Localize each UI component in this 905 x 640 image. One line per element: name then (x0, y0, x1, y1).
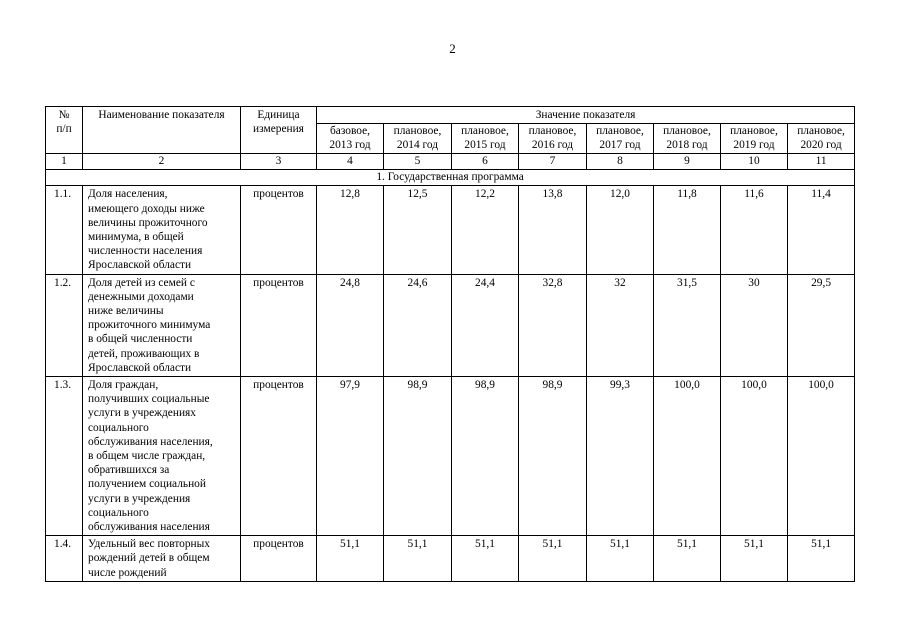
indicator-name-line: обслуживания населения, (88, 435, 213, 448)
row-value-4: 13,8 (519, 186, 587, 274)
header-value-group-text: Значение показателя (535, 109, 636, 121)
column-number: 3 (241, 154, 317, 170)
indicator-name-line: услуги в учреждения (88, 492, 191, 505)
indicator-name-line: прожиточного минимума (88, 319, 211, 332)
header-year-line: 2020 год (800, 138, 842, 151)
indicator-name-line: ниже величины (88, 305, 164, 318)
header-year-line: 2016 год (531, 138, 574, 151)
row-value-2: 12,5 (384, 186, 452, 274)
row-value-1: 97,9 (317, 377, 384, 536)
indicator-name-line: обратившихся за (88, 464, 170, 477)
header-number (46, 107, 83, 154)
column-number: 4 (317, 154, 384, 170)
row-value-7: 51,1 (721, 536, 788, 582)
indicator-name-line: имеющего доходы ниже (88, 202, 205, 215)
header-year-line: 2018 год (666, 138, 708, 151)
indicator-name-line: детей, проживающих в (88, 347, 200, 360)
header-year-line: 2019 год (733, 138, 775, 151)
header-year-7 (721, 124, 788, 154)
table-body (46, 170, 855, 581)
header-unit-line: измерения (253, 123, 304, 136)
row-value-2: 51,1 (384, 536, 452, 582)
row-value-3: 24,4 (452, 274, 519, 376)
row-value-1: 51,1 (317, 536, 384, 582)
row-value-3: 98,9 (452, 377, 519, 536)
indicator-name-line: минимума, в общей (88, 231, 184, 243)
indicator-name-line: числе рождений (88, 566, 167, 579)
row-value-6: 11,8 (654, 186, 721, 274)
row-value-4: 32,8 (519, 274, 587, 376)
column-number: 5 (384, 154, 452, 170)
header-year-3 (452, 124, 519, 154)
row-index: 1.4. (46, 536, 83, 582)
column-number: 6 (452, 154, 519, 170)
header-year-6 (654, 124, 721, 154)
column-number: 7 (519, 154, 587, 170)
header-year-line: 2013 год (329, 138, 371, 151)
page-number: 2 (449, 41, 456, 56)
indicator-name-line: рождений детей в общем (88, 552, 210, 565)
indicator-name-line: Ярославской области (88, 259, 192, 272)
header-year-4 (519, 124, 587, 154)
header-year-2 (384, 124, 452, 154)
header-name (83, 107, 241, 154)
indicators-table (45, 106, 855, 582)
indicator-name-line: получением социальной (88, 478, 206, 491)
row-value-2: 98,9 (384, 377, 452, 536)
table-row (46, 274, 855, 376)
row-value-5: 99,3 (587, 377, 654, 536)
column-number: 9 (654, 154, 721, 170)
row-value-3: 51,1 (452, 536, 519, 582)
indicator-name-line: социального (88, 421, 149, 434)
row-value-1: 24,8 (317, 274, 384, 376)
row-value-7: 11,6 (721, 186, 788, 274)
header-year-line: плановое, (663, 125, 711, 138)
row-index: 1.1. (46, 186, 83, 274)
indicator-name-line: Ярославской области (88, 361, 192, 374)
row-indicator-name (83, 377, 241, 536)
column-number: 11 (788, 154, 855, 170)
row-value-6: 51,1 (654, 536, 721, 582)
indicator-name-line: услуги в учреждениях (88, 407, 196, 420)
column-number: 10 (721, 154, 788, 170)
row-indicator-name (83, 536, 241, 582)
section-title: 1. Государственная программа (46, 170, 855, 186)
row-indicator-name (83, 274, 241, 376)
indicator-name-line: Доля граждан, (88, 379, 159, 392)
header-year-line: 2015 год (464, 138, 506, 151)
header-unit-line: Единица (257, 109, 300, 121)
indicator-name-line: обслуживания населения (88, 521, 210, 534)
row-value-8: 100,0 (788, 377, 855, 536)
column-number: 1 (46, 154, 83, 170)
indicator-name-line: в общем числе граждан, (88, 450, 206, 463)
row-value-5: 12,0 (587, 186, 654, 274)
header-row-top (46, 107, 855, 124)
table-row (46, 186, 855, 274)
row-value-6: 31,5 (654, 274, 721, 376)
table-row (46, 377, 855, 536)
row-value-1: 12,8 (317, 186, 384, 274)
header-unit (241, 107, 317, 154)
table-row (46, 536, 855, 582)
column-number: 8 (587, 154, 654, 170)
header-year-1 (317, 124, 384, 154)
header-year-line: 2017 год (599, 138, 641, 151)
row-value-7: 30 (721, 274, 788, 376)
row-value-7: 100,0 (721, 377, 788, 536)
row-value-8: 29,5 (788, 274, 855, 376)
row-value-5: 32 (587, 274, 654, 376)
header-value-group (317, 107, 855, 124)
column-number-row (46, 154, 855, 170)
column-number: 2 (83, 154, 241, 170)
section-row (46, 170, 855, 186)
header-name-text: Наименование показателя (98, 109, 225, 121)
row-value-6: 100,0 (654, 377, 721, 536)
header-year-line: 2014 год (396, 138, 439, 151)
row-index: 1.3. (46, 377, 83, 536)
row-value-4: 98,9 (519, 377, 587, 536)
header-year-line: плановое, (393, 125, 442, 138)
row-value-5: 51,1 (587, 536, 654, 582)
row-unit: процентов (241, 377, 317, 536)
header-number-line: п/п (56, 123, 72, 136)
indicator-name-line: величины прожиточного (88, 216, 208, 229)
indicator-name-line: денежными доходами (88, 290, 194, 303)
row-value-8: 51,1 (788, 536, 855, 582)
indicator-name-line: в общей численности (88, 333, 193, 346)
indicator-name-line: численности населения (88, 245, 203, 258)
header-year-line: плановое, (730, 125, 778, 138)
row-unit: процентов (241, 274, 317, 376)
row-value-4: 51,1 (519, 536, 587, 582)
header-year-8 (788, 124, 855, 154)
header-number-line: № (58, 109, 70, 121)
indicator-name-line: Доля населения, (88, 188, 168, 201)
header-year-line: плановое, (797, 125, 845, 138)
row-value-8: 11,4 (788, 186, 855, 274)
header-year-line: плановое, (596, 125, 644, 138)
row-value-3: 12,2 (452, 186, 519, 274)
indicator-name-line: Удельный вес повторных (88, 538, 210, 551)
indicator-name-line: Доля детей из семей с (88, 276, 195, 289)
header-year-line: плановое, (528, 125, 577, 138)
header-year-line: базовое, (329, 125, 371, 138)
row-unit: процентов (241, 186, 317, 274)
row-indicator-name (83, 186, 241, 274)
row-unit: процентов (241, 536, 317, 582)
header-year-line: плановое, (461, 125, 509, 138)
header-year-5 (587, 124, 654, 154)
row-value-2: 24,6 (384, 274, 452, 376)
indicator-name-line: социального (88, 506, 149, 519)
row-index: 1.2. (46, 274, 83, 376)
indicator-name-line: получивших социальные (88, 393, 210, 406)
